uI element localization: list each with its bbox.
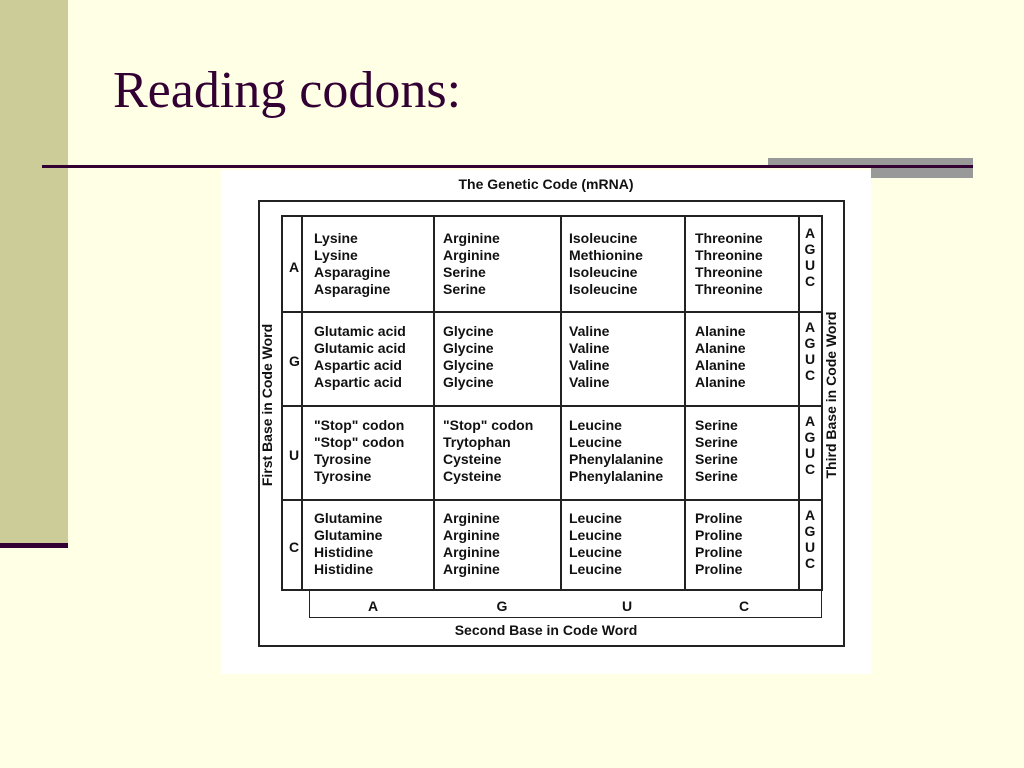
- amino-acid-label: Valine: [569, 323, 610, 339]
- amino-acid-label: Alanine: [695, 323, 746, 339]
- third-base-letter: G: [804, 335, 816, 351]
- codon-cell: [443, 417, 559, 485]
- amino-acid-label: Asparagine: [314, 281, 391, 297]
- amino-acid-label: Proline: [695, 544, 743, 560]
- amino-acid-label: Glycine: [443, 374, 494, 390]
- amino-acid-label: Alanine: [695, 357, 746, 373]
- codon-cell: [314, 510, 430, 578]
- amino-acid-label: Isoleucine: [569, 281, 638, 297]
- genetic-code-figure: [221, 170, 871, 674]
- amino-acid-label: Glutamic acid: [314, 323, 406, 339]
- third-base-letter: G: [804, 241, 816, 257]
- amino-acid-label: Valine: [569, 357, 610, 373]
- amino-acid-label: Serine: [695, 451, 738, 467]
- amino-acid-label: Glutamine: [314, 527, 383, 543]
- col-base-u: U: [621, 598, 633, 614]
- amino-acid-label: Threonine: [695, 230, 763, 246]
- amino-acid-label: Cysteine: [443, 468, 502, 484]
- third-base-letter: C: [804, 367, 816, 383]
- amino-acid-label: Leucine: [569, 527, 622, 543]
- amino-acid-label: Threonine: [695, 264, 763, 280]
- codon-cell: [314, 417, 430, 485]
- amino-acid-label: Arginine: [443, 510, 500, 526]
- third-base-list: [802, 319, 818, 383]
- amino-acid-label: Serine: [443, 264, 486, 280]
- third-base-label: Third Base in Code Word: [823, 311, 839, 479]
- third-base-letter: A: [804, 319, 816, 335]
- first-base-label: First Base in Code Word: [259, 323, 275, 487]
- amino-acid-label: Histidine: [314, 561, 374, 577]
- amino-acid-label: Proline: [695, 510, 743, 526]
- amino-acid-label: Methionine: [569, 247, 643, 263]
- figure-title: The Genetic Code (mRNA): [458, 176, 634, 192]
- amino-acid-label: Leucine: [569, 434, 622, 450]
- amino-acid-label: Tyrosine: [314, 451, 372, 467]
- slide-title: Reading codons:: [113, 62, 462, 119]
- amino-acid-label: Leucine: [569, 544, 622, 560]
- row-base-a: A: [289, 259, 300, 275]
- amino-acid-label: "Stop" codon: [443, 417, 534, 433]
- amino-acid-label: Phenylalanine: [569, 451, 664, 467]
- amino-acid-label: Glutamine: [314, 510, 383, 526]
- sidebar-decoration: [0, 0, 68, 548]
- third-base-list: [802, 413, 818, 477]
- third-base-letter: A: [804, 507, 816, 523]
- amino-acid-label: Serine: [443, 281, 486, 297]
- col-base-c: C: [738, 598, 750, 614]
- third-base-letter: G: [804, 429, 816, 445]
- title-divider: [42, 165, 973, 168]
- third-base-letter: G: [804, 523, 816, 539]
- amino-acid-label: Alanine: [695, 374, 746, 390]
- amino-acid-label: Arginine: [443, 230, 500, 246]
- col-base-g: G: [496, 598, 508, 614]
- row-base-g: G: [289, 353, 300, 369]
- third-base-letter: U: [804, 445, 816, 461]
- amino-acid-label: "Stop" codon: [314, 417, 405, 433]
- third-base-letter: U: [804, 257, 816, 273]
- amino-acid-label: Lysine: [314, 247, 358, 263]
- amino-acid-label: Isoleucine: [569, 230, 638, 246]
- amino-acid-label: Aspartic acid: [314, 357, 402, 373]
- third-base-letter: U: [804, 539, 816, 555]
- amino-acid-label: Alanine: [695, 340, 746, 356]
- sidebar-accent-line: [0, 543, 68, 548]
- amino-acid-label: Glycine: [443, 323, 494, 339]
- amino-acid-label: Proline: [695, 561, 743, 577]
- amino-acid-label: Cysteine: [443, 451, 502, 467]
- amino-acid-label: Valine: [569, 340, 610, 356]
- amino-acid-label: Glycine: [443, 357, 494, 373]
- amino-acid-label: Glycine: [443, 340, 494, 356]
- codon-cell: [695, 417, 811, 485]
- codon-cell: [695, 230, 811, 298]
- codon-cell: [443, 510, 559, 578]
- column-divider: [560, 217, 562, 589]
- column-divider: [433, 217, 435, 589]
- amino-acid-label: Arginine: [443, 247, 500, 263]
- amino-acid-label: Lysine: [314, 230, 358, 246]
- second-base-label: Second Base in Code Word: [454, 622, 638, 638]
- amino-acid-label: Arginine: [443, 527, 500, 543]
- amino-acid-label: Arginine: [443, 544, 500, 560]
- third-base-letter: C: [804, 273, 816, 289]
- codon-cell: [695, 323, 811, 391]
- row-divider: [283, 499, 821, 501]
- amino-acid-label: Leucine: [569, 561, 622, 577]
- third-base-letter: U: [804, 351, 816, 367]
- divider-accent-lower: [871, 168, 973, 178]
- amino-acid-label: Threonine: [695, 281, 763, 297]
- amino-acid-label: Histidine: [314, 544, 374, 560]
- amino-acid-label: Trytophan: [443, 434, 511, 450]
- codon-cell: [695, 510, 811, 578]
- amino-acid-label: Aspartic acid: [314, 374, 402, 390]
- col-base-a: A: [367, 598, 379, 614]
- row-base-divider: [301, 217, 303, 589]
- amino-acid-label: Valine: [569, 374, 610, 390]
- codon-cell: [569, 417, 685, 485]
- row-divider: [283, 405, 821, 407]
- row-base-u: U: [289, 447, 300, 463]
- amino-acid-label: Phenylalanine: [569, 468, 664, 484]
- codon-cell: [314, 230, 430, 298]
- amino-acid-label: Serine: [695, 468, 738, 484]
- third-base-letter: A: [804, 413, 816, 429]
- codon-cell: [443, 230, 559, 298]
- codon-cell: [569, 230, 685, 298]
- amino-acid-label: Proline: [695, 527, 743, 543]
- amino-acid-label: Threonine: [695, 247, 763, 263]
- third-base-letter: A: [804, 225, 816, 241]
- codon-cell: [314, 323, 430, 391]
- amino-acid-label: Tyrosine: [314, 468, 372, 484]
- amino-acid-label: Asparagine: [314, 264, 391, 280]
- amino-acid-label: Serine: [695, 417, 738, 433]
- amino-acid-label: Leucine: [569, 417, 622, 433]
- codon-cell: [443, 323, 559, 391]
- third-base-list: [802, 507, 818, 571]
- amino-acid-label: Serine: [695, 434, 738, 450]
- amino-acid-label: Arginine: [443, 561, 500, 577]
- amino-acid-label: Isoleucine: [569, 264, 638, 280]
- third-base-letter: C: [804, 555, 816, 571]
- row-divider: [283, 311, 821, 313]
- amino-acid-label: "Stop" codon: [314, 434, 405, 450]
- divider-accent-upper: [768, 158, 973, 165]
- amino-acid-label: Glutamic acid: [314, 340, 406, 356]
- row-base-c: C: [289, 539, 300, 555]
- codon-cell: [569, 510, 685, 578]
- codon-cell: [569, 323, 685, 391]
- amino-acid-label: Leucine: [569, 510, 622, 526]
- third-base-list: [802, 225, 818, 289]
- third-base-letter: C: [804, 461, 816, 477]
